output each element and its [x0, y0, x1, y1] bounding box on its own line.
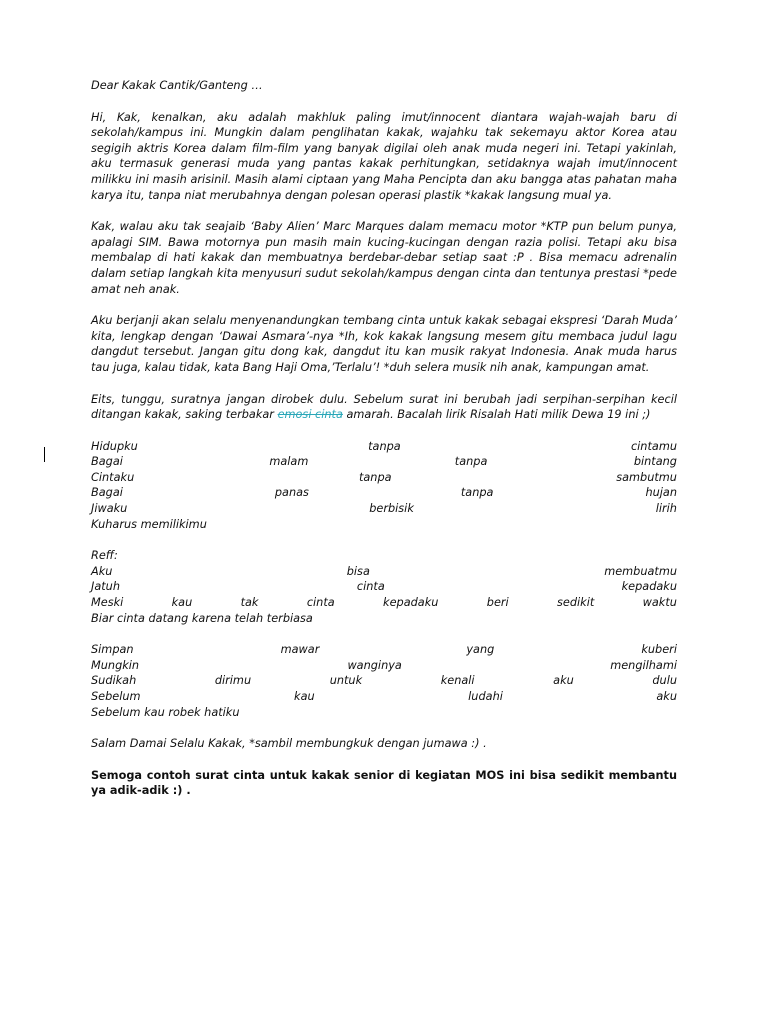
lyric-word: beri	[486, 596, 509, 610]
lyric-line	[91, 595, 677, 611]
lyric-word: dulu	[652, 674, 677, 688]
lyric-word: kepadaku	[383, 596, 439, 610]
paragraph-lyrics-intro	[91, 392, 677, 423]
lyric-word: Mungkin	[91, 658, 140, 672]
lyric-word: Cintaku	[91, 470, 135, 484]
lyric-word: Jatuh	[91, 580, 121, 594]
lyric-word: dirimu	[214, 674, 252, 688]
lyrics-verse-2	[91, 642, 677, 720]
lyric-word: malam	[269, 455, 309, 469]
lyric-line	[91, 579, 677, 595]
lyric-word: wanginya	[347, 658, 402, 672]
lyric-line	[91, 564, 677, 580]
lyric-word: membuatmu	[604, 564, 677, 578]
lyric-line	[91, 548, 677, 564]
lyric-line	[91, 501, 677, 517]
lyric-word: untuk	[329, 674, 363, 688]
lyric-word: hujan	[645, 486, 677, 500]
lyric-line	[91, 673, 677, 689]
lyric-word: yang	[466, 643, 495, 657]
lyric-word: mawar	[280, 643, 320, 657]
letter-body	[91, 78, 677, 815]
paragraph-lyrics-intro-before: Eits, tunggu, suratnya jangan dirobek dulu. Sebelum surat ini berubah jadi serpihan-serpihan kecil ditangan kakak, saking terbakar	[91, 392, 677, 422]
lyric-word: Jiwaku	[91, 502, 128, 516]
lyric-word: Sebelum kau robek hatiku	[91, 705, 240, 719]
lyric-word: aku	[656, 690, 677, 703]
lyric-word: kau	[171, 596, 193, 610]
lyric-line	[91, 658, 677, 674]
lyrics-reff	[91, 548, 677, 626]
lyric-word: waktu	[642, 596, 677, 610]
lyric-word: Reff:	[91, 549, 118, 563]
text-cursor	[44, 447, 45, 462]
lyric-word: cintamu	[630, 439, 677, 453]
lyric-word: Sebelum	[91, 690, 141, 703]
lyric-word: Aku	[91, 564, 113, 578]
lyric-word: Hidupku	[91, 439, 138, 453]
lyric-word: ludahi	[468, 690, 503, 703]
lyric-word: lirih	[655, 502, 677, 516]
lyric-word: Sudikah	[91, 674, 137, 688]
lyric-line	[91, 485, 677, 501]
lyric-word: kepadaku	[621, 580, 677, 594]
lyric-word: aku	[553, 674, 574, 688]
lyrics-verse-1	[91, 439, 677, 533]
lyric-word: sambutmu	[616, 470, 677, 484]
lyric-line	[91, 439, 677, 455]
lyric-word: Simpan	[91, 643, 134, 657]
lyric-word: cinta	[356, 580, 385, 594]
lyric-word: bisa	[346, 564, 370, 578]
lyric-word: Meski	[91, 596, 124, 610]
paragraph-lyrics-intro-after: amarah. Bacalah lirik Risalah Hati milik Dewa 19 ini ;)	[342, 408, 651, 422]
lyric-word: sedikit	[557, 596, 595, 610]
lyric-word: tanpa	[454, 455, 488, 469]
paragraph-racing: Kak, walau aku tak seajaib ‘Baby Alien’ Marc Marques dalam memacu motor *KTP pun belum punya, apalagi SIM. Bawa motornya pun masih main kucing-kucingan dengan razia polisi. Tetapi aku bisa membalap di hati kakak dan membuatnya berdebar-debar setiap saat :P . Bisa memacu adrenalin dalam setiap langkah kita menyusuri sudut sekolah/kampus dengan cinta dan tentunya prestasi *pede amat neh anak.	[91, 220, 677, 296]
lyric-line	[91, 470, 677, 486]
lyric-word: tak	[240, 596, 259, 610]
paragraph-music: Aku berjanji akan selalu menyenandungkan tembang cinta untuk kakak sebagai ekspresi ‘Darah Muda’ kita, lengkap dengan ‘Dawai Asmara’-nya *Ih, kok kakak langsung mesem gitu membaca judul lagu dangdut tersebut. Jangan gitu dong kak, dangdut itu kan musik rakyat Indonesia. Anak muda harus tau juga, kalau tidak, kata Bang Haji Oma,’Terlalu’! *duh selera musik nih anak, kampungan amat.	[91, 314, 677, 374]
lyric-word: mengilhami	[610, 658, 677, 672]
lyric-word: Bagai	[91, 486, 123, 500]
lyric-line	[91, 689, 677, 705]
lyric-word: tanpa	[358, 470, 392, 484]
lyric-line	[91, 705, 677, 721]
greeting: Dear Kakak Cantik/Ganteng …	[91, 79, 263, 92]
lyric-word: tanpa	[460, 486, 494, 500]
lyric-word: Kuharus memilikimu	[91, 517, 207, 531]
lyric-word: kenali	[440, 674, 475, 688]
lyric-line	[91, 454, 677, 470]
lyric-word: tanpa	[368, 439, 401, 453]
lyric-word: bintang	[633, 455, 677, 469]
lyric-word: kuberi	[641, 643, 677, 657]
lyric-line	[91, 517, 677, 533]
lyric-word: kau	[294, 690, 315, 703]
lyric-line	[91, 642, 677, 658]
lyric-word: cinta	[306, 596, 335, 610]
paragraph-intro: Hi, Kak, kenalkan, aku adalah makhluk paling imut/innocent diantara wajah-wajah baru di sekolah/kampus ini. Mungkin dalam penglihatan kakak, wajahku tak sekemayu aktor Korea atau segigih aktris Korea dalam film-film yang banyak digilai oleh anak muda negeri ini. Tetapi yakinlah, aku termasuk generasi muda yang pantas kakak perhitungkan, setidaknya wajah imut/innocent milikku ini masih arisinil. Masih alami ciptaan yang Maha Pencipta dan aku bangga atas pahatan maha karya itu, tanpa niat merubahnya dengan polesan operasi plastik *kakak langsung mual ya.	[91, 110, 677, 202]
lyric-word: Biar cinta datang karena telah terbiasa	[91, 611, 313, 625]
footer-note: Semoga contoh surat cinta untuk kakak senior di kegiatan MOS ini bisa sedikit membantu ya adik-adik :) .	[91, 768, 677, 798]
struck-text: emosi cinta	[277, 408, 343, 422]
lyric-line	[91, 611, 677, 627]
lyric-word: berbisik	[369, 502, 414, 516]
lyric-word: panas	[274, 486, 309, 500]
lyric-word: Bagai	[91, 455, 123, 469]
closing-line: Salam Damai Selalu Kakak, *sambil membungkuk dengan jumawa :) .	[91, 737, 487, 751]
